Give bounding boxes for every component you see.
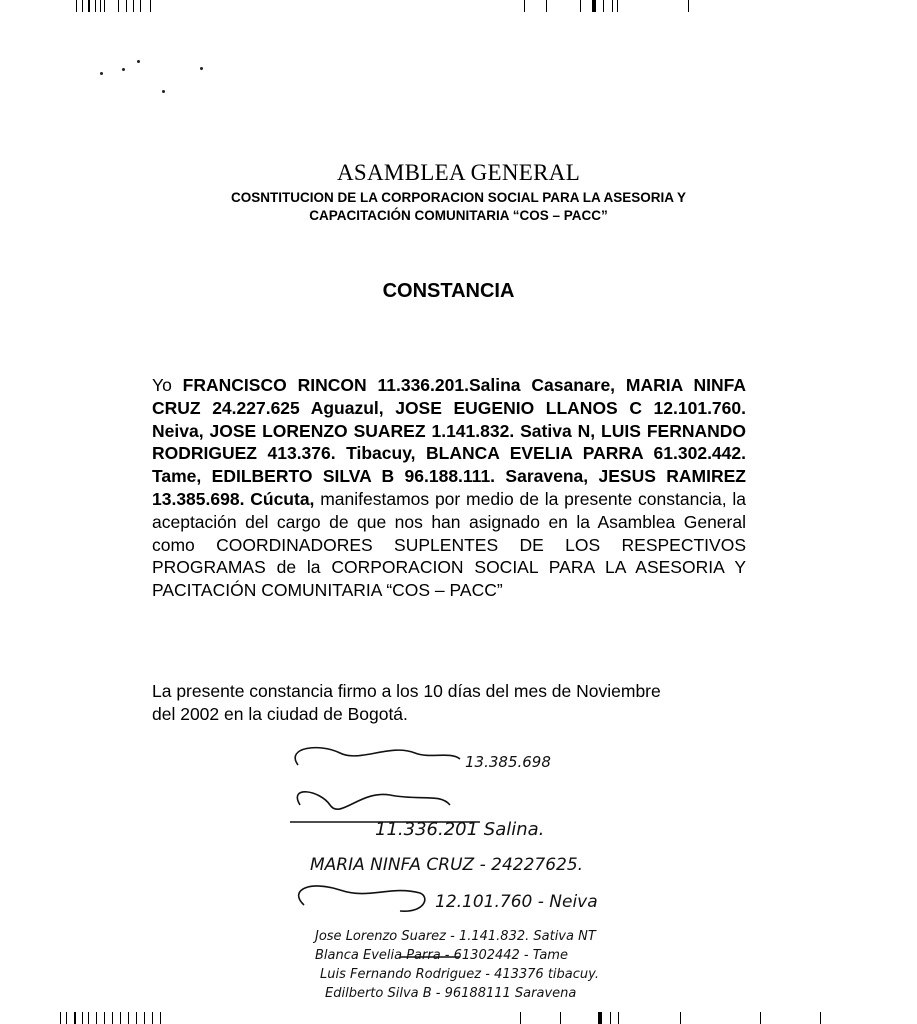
- signature-scribble: [299, 886, 425, 911]
- subtitle-line: COSNTITUCION DE LA CORPORACION SOCIAL PARA LA ASESORIA Y: [230, 190, 687, 205]
- document-title: ASAMBLEA GENERAL: [336, 160, 581, 185]
- signature-line: Edilberto Silva B - 96188111 Saravena: [325, 986, 577, 1001]
- body-intro: Yo: [152, 375, 183, 395]
- scan-speck: [122, 68, 125, 71]
- scan-speck: [162, 90, 165, 93]
- document-subtitle: [0, 189, 917, 225]
- signature-scribble: [297, 792, 450, 809]
- signature-line: Blanca Evelia Parra - 61302442 - Tame: [315, 948, 568, 963]
- scan-edge-bottom: [0, 1010, 917, 1024]
- closing-paragraph: [152, 680, 752, 726]
- signature-line: 11.336.201 Salina.: [375, 819, 545, 840]
- scan-speck: [137, 60, 140, 63]
- document-heading: CONSTANCIA: [382, 280, 515, 302]
- scan-speck: [100, 72, 103, 75]
- signature-line: Luis Fernando Rodriguez - 413376 tibacuy.: [320, 967, 599, 982]
- signature-line: MARIA NINFA CRUZ - 24227625.: [310, 855, 584, 875]
- scan-edge-top: [0, 0, 917, 14]
- signature-line: 13.385.698: [465, 753, 551, 771]
- scan-speck: [200, 67, 203, 70]
- body-text: manifestamos por medio de la presente constancia, la aceptación del cargo de que nos han asignado en la Asamblea General como COORDINADORES SUPLENTES DE LOS RESPECTIVOS PROGRAMAS de la CORPORACION SOCIAL PARA LA ASESORIA Y PACITACIÓN COMUNITARIA “COS – PACC”: [152, 488, 746, 601]
- closing-line: del 2002 en la ciudad de Bogotá.: [152, 703, 408, 724]
- subtitle-line: CAPACITACIÓN COMUNITARIA “COS – PACC”: [309, 208, 608, 223]
- signatory-list: FRANCISCO RINCON 11.336.201.Salina Casanare, MARIA NINFA CRUZ 24.227.625 Aguazul, JOSE EUGENIO LLANOS C 12.101.760. Neiva, JOSE LORENZO SUAREZ 1.141.832. Sativa N, LUIS FERNANDO RODRIGUEZ 413.376. Tibacuy, BLANCA EVELIA PARRA 61.302.442. Tame, EDILBERTO SILVA B 96.188.111. Saravena, JESUS RAMIREZ 13.385.698. Cúcuta,: [152, 375, 746, 509]
- signature-line: Jose Lorenzo Suarez - 1.141.832. Sativa NT: [315, 929, 596, 944]
- body-paragraph: [152, 374, 746, 602]
- signature-scribble: [295, 748, 460, 765]
- signature-block: [280, 735, 800, 1005]
- closing-line: La presente constancia firmo a los 10 días del mes de Noviembre: [152, 681, 661, 701]
- signature-line: 12.101.760 - Neiva: [435, 892, 598, 912]
